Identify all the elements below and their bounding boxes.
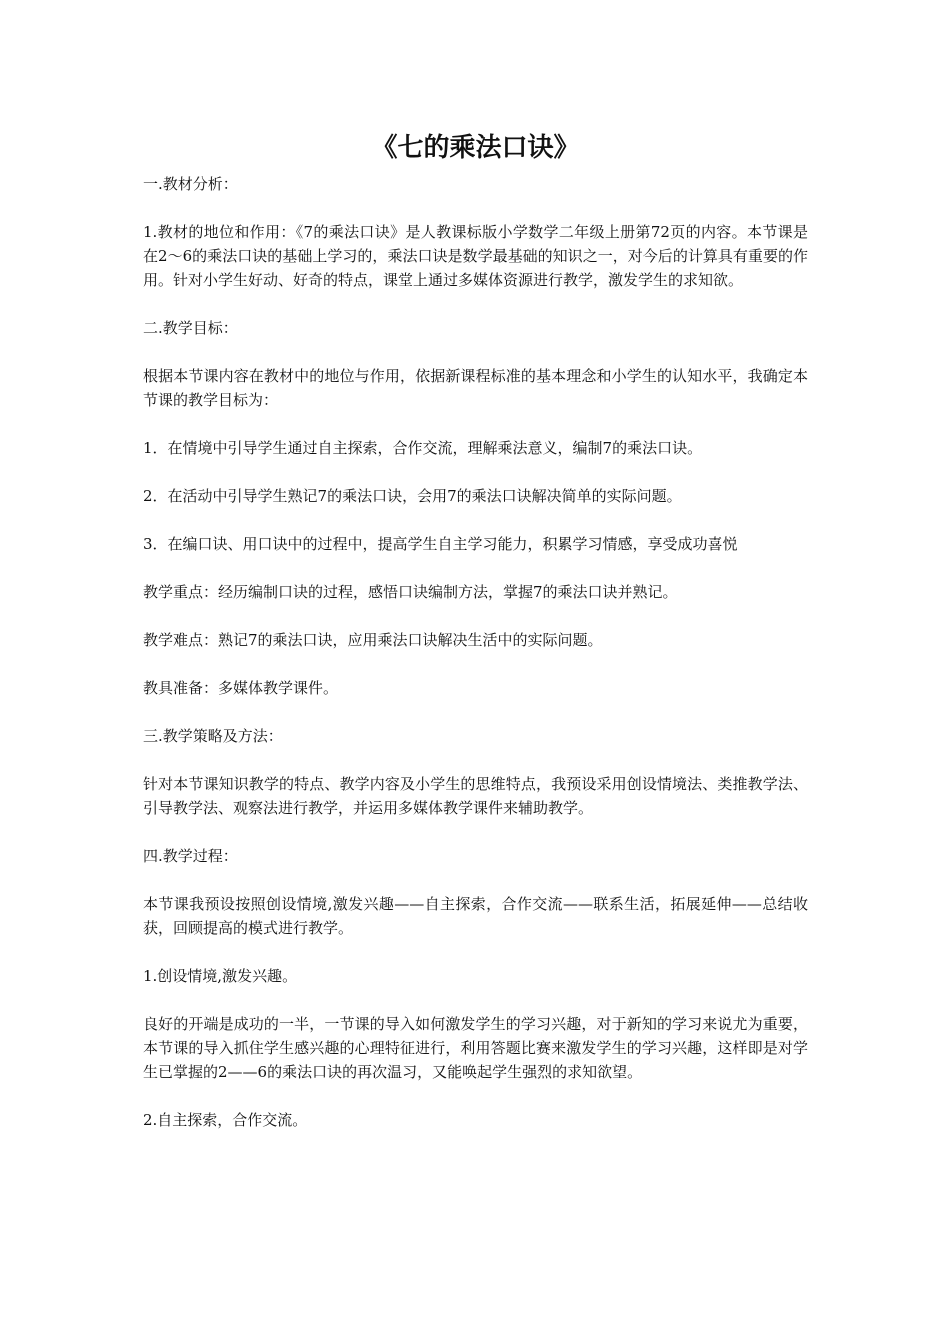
- goal-item-1: 1．在情境中引导学生通过自主探索，合作交流，理解乘法意义，编制7的乘法口诀。: [143, 439, 703, 457]
- paragraph-material-role: 1.教材的地位和作用：《7的乘法口诀》是人教课标版小学数学二年级上册第72页的内容。本节课是在2～6的乘法口诀的基础上学习的，乘法口诀是数学最基础的知识之一，对今后的计算具有重要的作用。针对小学生好动、好奇的特点，课堂上通过多媒体资源进行教学，激发学生的求知欲。: [143, 223, 808, 289]
- document-page: [143, 128, 808, 1156]
- section-heading-teaching-goals: 二.教学目标：: [143, 319, 238, 337]
- paragraph-difficult-point: 教学难点：熟记7的乘法口诀，应用乘法口诀解决生活中的实际问题。: [143, 631, 603, 649]
- section-heading-materials-analysis: 一.教材分析：: [143, 175, 238, 193]
- step-heading-2: 2.自主探索，合作交流。: [143, 1111, 308, 1129]
- paragraph-strategy: 针对本节课知识教学的特点、教学内容及小学生的思维特点，我预设采用创设情境法、类推教学法、引导教学法、观察法进行教学，并运用多媒体教学课件来辅助教学。: [143, 775, 808, 817]
- paragraph-step-1: 良好的开端是成功的一半，一节课的导入如何激发学生的学习兴趣，对于新知的学习来说尤为重要，本节课的导入抓住学生感兴趣的心理特征进行，利用答题比赛来激发学生的学习兴趣，这样即是对学生已掌握的2——6的乘法口诀的再次温习，又能唤起学生强烈的求知欲望。: [143, 1015, 808, 1081]
- paragraph-teaching-aids: 教具准备：多媒体教学课件。: [143, 679, 339, 697]
- paragraph-process-overview: 本节课我预设按照创设情境,激发兴趣——自主探索，合作交流——联系生活，拓展延伸——总结收获，回顾提高的模式进行教学。: [143, 895, 808, 937]
- section-heading-strategy: 三.教学策略及方法：: [143, 727, 283, 745]
- goal-item-2: 2．在活动中引导学生熟记7的乘法口诀，会用7的乘法口诀解决简单的实际问题。: [143, 487, 682, 505]
- step-heading-1: 1.创设情境,激发兴趣。: [143, 967, 298, 985]
- section-heading-process: 四.教学过程：: [143, 847, 238, 865]
- paragraph-key-point: 教学重点：经历编制口诀的过程，感悟口诀编制方法，掌握7的乘法口诀并熟记。: [143, 583, 678, 601]
- document-title: 《七的乘法口诀》: [371, 133, 580, 163]
- paragraph-goals-intro: 根据本节课内容在教材中的地位与作用，依据新课程标准的基本理念和小学生的认知水平，我确定本节课的教学目标为：: [143, 367, 808, 409]
- goal-item-3: 3．在编口诀、用口诀中的过程中，提高学生自主学习能力，积累学习情感，享受成功喜悦: [143, 535, 738, 553]
